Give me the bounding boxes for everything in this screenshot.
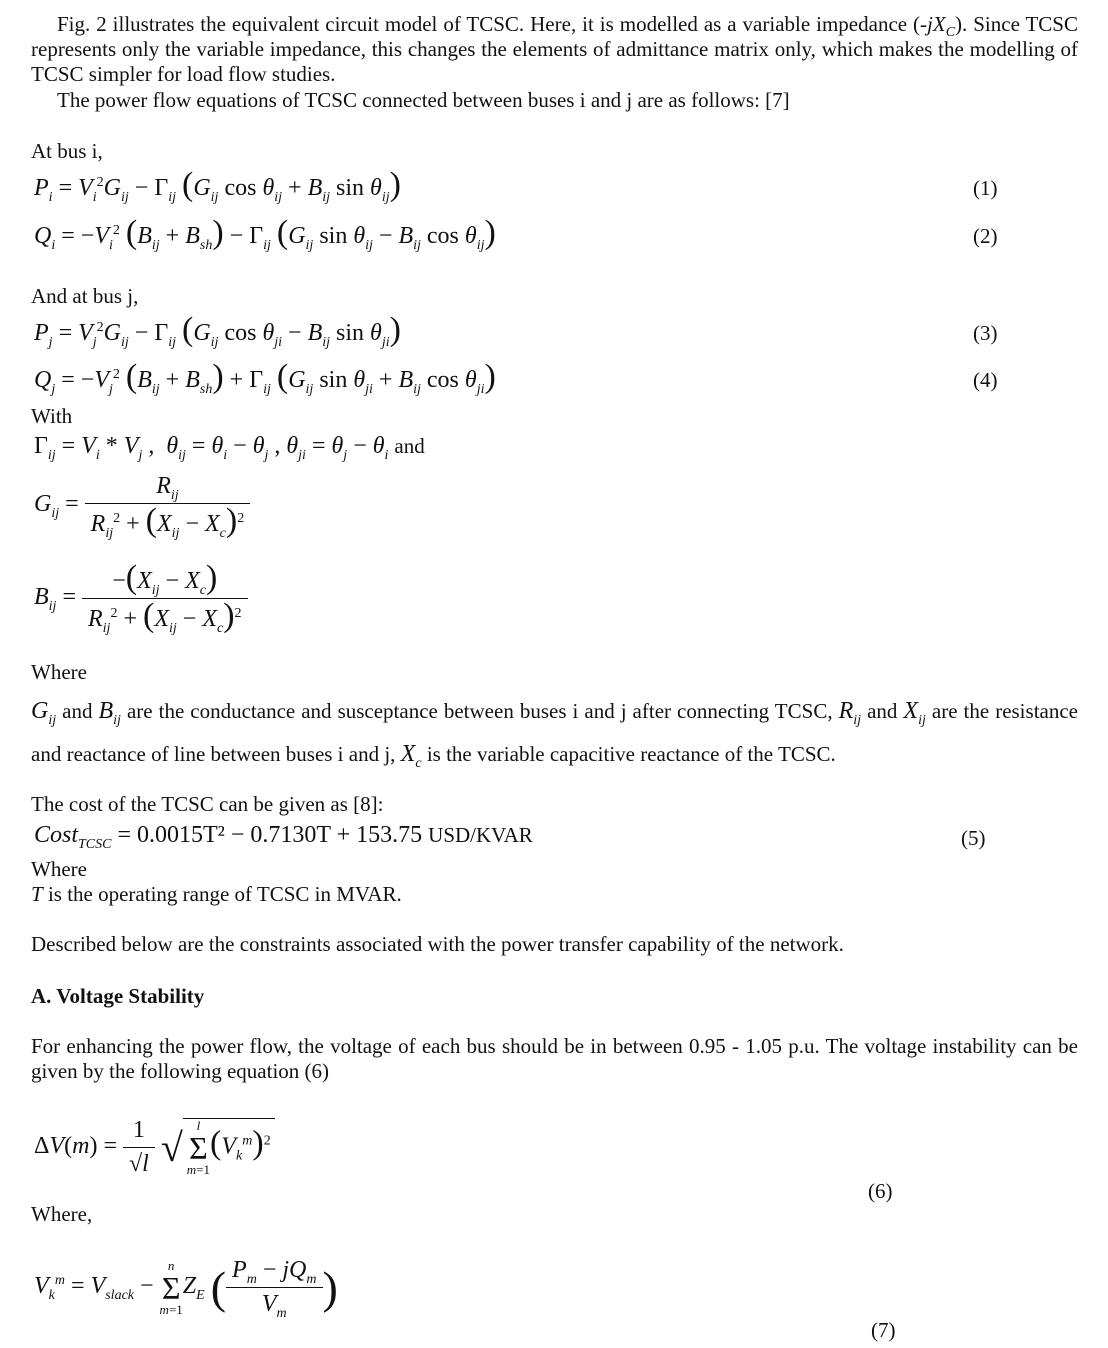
susceptance-equation: $B_{ij}$ = $\frac{-(X_{ij} - X_c)}{R_{ij}^2 + (X_{ij} - X_c)^2}$ (34, 565, 248, 632)
equation-5-number: (5) (961, 826, 986, 850)
intro-text-a: Fig. 2 illustrates the equivalent circuit model of TCSC. Here, it is modelled as a variable impedance ( (57, 12, 921, 36)
equation-2: $Q_i = -V_i^2$ $(B_{ij} + B_{sh}) - \Gamma_{ij}$ ($G_{ij}$ $\sin \theta_{ij} - B_{ij}$ $\cos \theta_{ij}$) (34, 214, 496, 253)
gamma-theta-definitions: $\Gamma_{ij} = V_i * V_j$ , $\theta_{ij} = \theta_i - \theta_j$ , $\theta_{ji} = \theta_j - \theta_i$ and (34, 433, 425, 463)
equation-4: $Q_j = -V_j^2$ $(B_{ij} + B_{sh}) + \Gamma_{ij}$ ($G_{ij}$ $\sin \theta_{ji} + B_{ij}$ $\cos \theta_{ji}$) (34, 358, 496, 397)
variable-definitions: $G_{ij}$ and $B_{ij}$ are the conductance and susceptance between buses i and j after connecting TCSC, $R_{ij}$ and $X_{ij}$ are the resistance and reactance of line between buses i and j, $X_c$ is the variable capacitive reactance of the TCSC. (31, 698, 1078, 771)
equation-3: $P_j = V_j^2G_{ij} - \Gamma_{ij}$ ($G_{ij}$ $\cos \theta_{ji} - B_{ij}$ $\sin \theta_{ji}$) (34, 311, 401, 350)
equation-2-number: (2) (973, 224, 998, 248)
voltage-paragraph: For enhancing the power flow, the voltage of each bus should be in between 0.95 - 1.05 p.u. The voltage instability can be given by the following equation (6) (31, 1034, 1078, 1083)
intro-text-b: ). Since TCSC represents only the variable impedance, this changes the elements of admittance matrix only, which makes the modelling of TCSC simpler for load flow studies. (31, 12, 1078, 86)
equation-6-number: (6) (868, 1179, 893, 1203)
equation-7: $V_k^m = V_{slack}$ − n Σ m=1 $Z_E$ ( $\frac{P_m - jQ_m}{V_m}$ ) (34, 1257, 338, 1321)
cost-intro: The cost of the TCSC can be given as [8]: (31, 792, 384, 816)
intro-paragraph (31, 12, 1078, 87)
where-label-2: Where (31, 857, 87, 881)
section-a-heading: A. Voltage Stability (31, 984, 205, 1008)
equation-6: ΔV(m) = $\frac{1}{√l}$ √ l Σ m=1 $(V_k^m)^2$ (34, 1118, 275, 1177)
where-label-3: Where, (31, 1202, 93, 1226)
conductance-equation: $G_{ij}$ = $\frac{R_{ij}}{R_{ij}^2 + (X_{ij} - X_c)^2}$ (34, 474, 250, 537)
equation-4-number: (4) (973, 368, 998, 392)
equation-1: $P_i = V_i^2G_{ij} - \Gamma_{ij}$ ($G_{ij}$ $\cos \theta_{ij} + B_{ij}$ $\sin \theta_{ij}$) (34, 166, 401, 205)
where-label-1: Where (31, 660, 87, 684)
equation-3-number: (3) (973, 321, 998, 345)
at-bus-i-label: At bus i, (31, 139, 103, 163)
impedance-symbol: $-jX_C$ (920, 12, 956, 41)
equation-7-number: (7) (871, 1318, 896, 1342)
t-definition: T is the operating range of TCSC in MVAR. (31, 882, 402, 906)
constraints-intro: Described below are the constraints associated with the power transfer capability of the network. (31, 932, 844, 956)
with-label: With (31, 404, 73, 428)
power-flow-intro: The power flow equations of TCSC connected between buses i and j are as follows: [7] (57, 88, 790, 112)
at-bus-j-label: And at bus j, (31, 284, 139, 308)
cost-equation: Cost$_{TCSC}$ = 0.0015T² − 0.7130T + 153.75 USD/KVAR (34, 822, 533, 852)
equation-1-number: (1) (973, 176, 998, 200)
